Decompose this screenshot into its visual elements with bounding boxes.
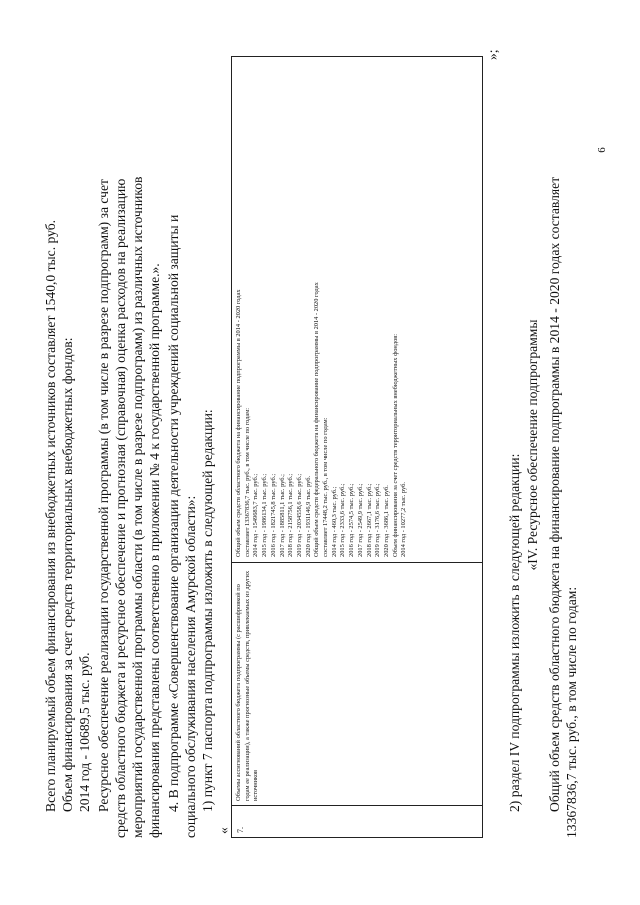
table-content-line: 2018 год - 2667,1 тыс. руб.; xyxy=(365,483,373,557)
table-content-line: 2017 год - 1885811,1 тыс. руб.; xyxy=(278,474,286,557)
table-content-line: 2016 год - 1821745,8 тыс. руб.; xyxy=(269,473,277,557)
page-number: 6 xyxy=(596,147,608,153)
table-content-line: 2016 год - 2574,5 тыс. руб.; xyxy=(348,483,356,557)
territorial-funds-2014: 2014 год - 10689,5 тыс. руб. xyxy=(77,652,92,812)
section-iv-heading: «IV. Ресурсное обеспечение подпрограммы xyxy=(525,319,540,571)
section-iv-total-line-1: Общий объем средств областного бюджета на финансирование подпрограммы в 2014 - 2020 годах составляет xyxy=(547,176,562,812)
table-content-line: составляет 17448,2 тыс. руб., в том числе по годам: xyxy=(322,417,330,557)
resource-paragraph-line-1: Ресурсное обеспечение реализации государственной программы (в том числе в разрезе подпрограмм) за счет xyxy=(96,179,111,812)
table-content-line: 2014 год - 10277,2 тыс. руб. xyxy=(400,482,408,557)
section-iv-total-line-2: 13367836,7 тыс. руб., в том числе по годам: xyxy=(564,586,579,838)
table-content-line: 2019 год - 3176,6 тыс. руб.; xyxy=(374,483,382,557)
table-content-line: 2020 год - 1931146,9 тыс. руб. xyxy=(304,475,312,557)
territorial-funds-heading: Объем финансирования за счет средств территориальных внебюджетных фондов: xyxy=(60,337,75,812)
table-row-content xyxy=(232,57,482,562)
table-content-line: 2017 год - 2549,9 тыс. руб.; xyxy=(356,483,364,557)
table-content-line: 2014 год - 1549683,7 тыс. руб.; xyxy=(252,473,260,557)
passport-table xyxy=(231,56,483,838)
resource-paragraph-line-3: мероприятий государственной программы области (в том числе в разрезе подпрограмм) из различных источников xyxy=(130,176,145,838)
section-iv-instruction: 2) раздел IV подпрограммы изложить в следующей редакции: xyxy=(507,453,522,812)
quote-open: « xyxy=(216,827,231,834)
table-content-line: 2015 год - 2333,6 тыс. руб.; xyxy=(339,483,347,557)
table-content-line: 2020 год - 3686,1 тыс. руб. xyxy=(382,485,390,557)
table-content-line: 2014 год - 460,3 тыс. руб.; xyxy=(330,486,338,557)
subprogram-item-4: 4. В подпрограмме «Совершенствование организации деятельности учреждений социальной защиты и xyxy=(166,214,181,812)
table-content-line: Объем финансирования за счет средств территориальных внебюджетных фондов: xyxy=(391,333,399,557)
resource-paragraph-line-2: средств областного бюджета и ресурсное обеспечение и прогнозная (справочная) оценка расходов на реализацию xyxy=(113,178,128,838)
table-content-line: составляет 13367836,7 тыс. руб., в том числе по годам: xyxy=(243,407,251,557)
quote-close: »; xyxy=(485,49,500,60)
table-content-line: Общий объем средств областного бюджета на финансирование подпрограммы в 2014 - 2020 годах xyxy=(235,289,242,557)
section-iv-heading-row xyxy=(524,30,541,860)
table-row-label: Объемы ассигнований областного бюджета подпрограммы (с расшифровкой по годам ее реализации), а также прогнозные объемы средств, привлекаемых из других источников xyxy=(232,562,482,805)
table-row-number: 7. xyxy=(232,805,482,837)
table-content-line: 2015 год - 1986134,1 тыс. руб.; xyxy=(261,473,269,557)
table-content-line: 2019 год - 2034558,6 тыс. руб.; xyxy=(295,473,303,557)
subprogram-item-4-continued: социального обслуживания населения Амурской области»: xyxy=(183,495,198,838)
passport-item-7-instruction: 1) пункт 7 паспорта подпрограммы изложить в следующей редакции: xyxy=(200,409,215,812)
table-content-line: Общий объем средств федерального бюджета на финансирование подпрограммы в 2014 - 2020 годах xyxy=(313,282,321,557)
table-content-line: 2018 год - 2158756,1 тыс. руб.; xyxy=(287,473,295,557)
external-sources-total: Всего планируемый объем финансирования из внебюджетных источников составляет 1540,0 тыс. руб. xyxy=(43,219,58,812)
resource-paragraph-line-4: финансирования представлены соответственно в приложении № 4 к государственной программе.». xyxy=(147,263,162,838)
document-body xyxy=(40,30,600,860)
